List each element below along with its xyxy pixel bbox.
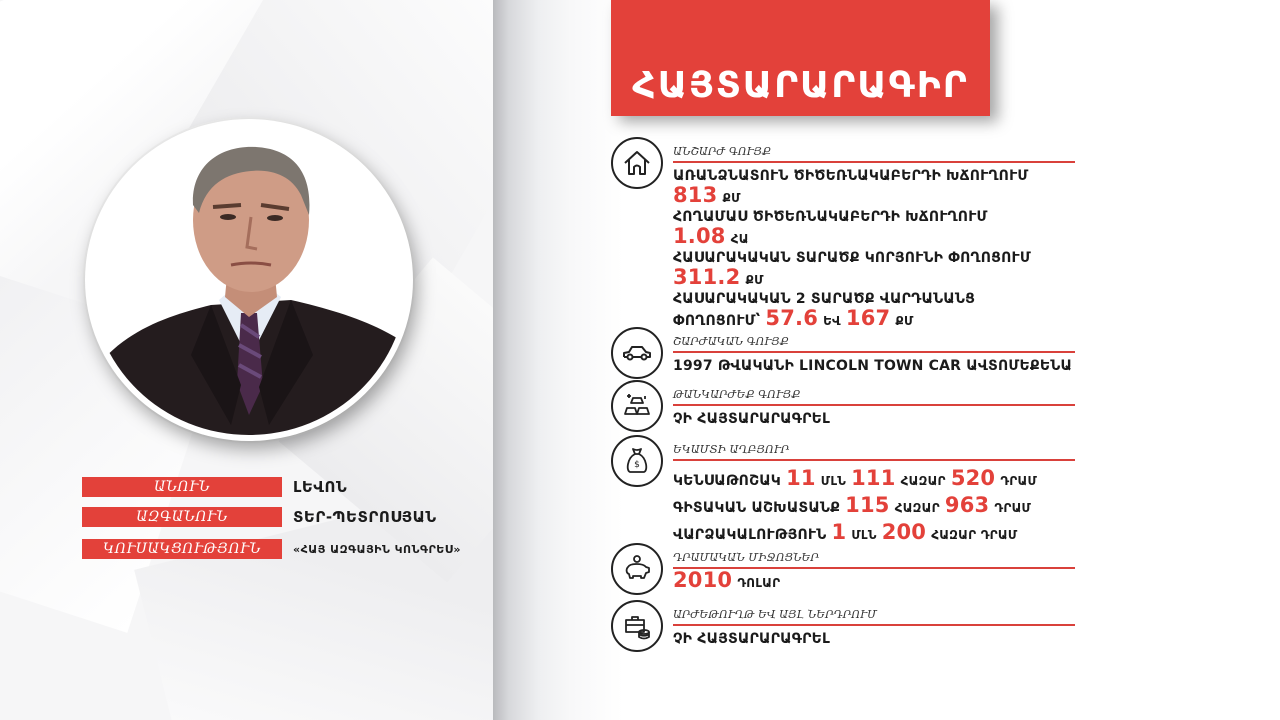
amount: 963 <box>944 493 990 517</box>
gold-bars-icon <box>611 380 663 432</box>
income-source: ՎԱՐՁԱԿԱԼՈՒԹՅՈՒՆ <box>673 527 827 543</box>
piggy-bank-icon <box>611 543 663 595</box>
item-value-line <box>673 265 1093 290</box>
section-income <box>611 435 1081 545</box>
portrait-image <box>91 125 407 435</box>
item-unit: ՔՄ <box>722 191 741 205</box>
income-source: ԳԻՏԱԿԱՆ ԱՇԽԱՏԱՆՔ <box>673 500 841 516</box>
item-value: 57.6 <box>765 306 819 330</box>
house-icon <box>611 137 663 189</box>
profile-panel <box>0 0 493 720</box>
amount: 11 <box>786 466 816 490</box>
section-body <box>673 568 1093 593</box>
income-line <box>673 466 1093 493</box>
item-value-2: 167 <box>845 306 891 330</box>
section-body <box>673 410 1093 429</box>
money-bag-icon <box>611 435 663 487</box>
amount-unit: ՀԱԶԱՐ <box>900 474 946 488</box>
section-cash <box>611 543 1081 599</box>
section-securities <box>611 600 1081 656</box>
first-name-value: ԼԵՎՈՆ <box>293 478 348 496</box>
cash-line <box>673 568 1093 593</box>
item-text: 1997 ԹՎԱԿԱՆԻ LINCOLN TOWN CAR ԱՎՏՈՄԵՔԵՆԱ <box>673 358 1073 374</box>
section-header: ԹԱՆԿԱՐԺԵՔ ԳՈՒՅՔ <box>673 388 1075 406</box>
section-body <box>673 630 1093 649</box>
amount-unit: ՄԼՆ <box>851 528 877 542</box>
last-name-label: ԱԶԳԱՆՈՒՆ <box>82 507 282 527</box>
party-value: «ՀԱՅ ԱԶԳԱՅԻՆ ԿՈՆԳՐԵՍ» <box>293 542 461 556</box>
section-header: ԴՐԱՄԱԿԱՆ ՄԻՋՈՑՆԵՐ <box>673 551 1075 569</box>
item-text: ՀԱՍԱՐԱԿԱԿԱՆ 2 ՏԱՐԱԾՔ ՎԱՐԴԱՆԱՆՑ <box>673 291 976 307</box>
section-header: ՇԱՐԺԱԿԱՆ ԳՈՒՅՔ <box>673 335 1075 353</box>
item-value: 1.08 <box>673 224 726 248</box>
section-movable-property <box>611 327 1081 381</box>
amount-unit: ՀԱԶԱՐ <box>894 501 940 515</box>
item-text: ՉԻ ՀԱՅՏԱՐԱՐԱԳՐԵԼ <box>673 411 831 427</box>
section-body <box>673 357 1093 376</box>
amount-unit: ԴՐԱՄ <box>994 501 1032 515</box>
page-title: ՀԱՅՏԱՐԱՐԱԳԻՐ <box>632 65 969 106</box>
section-body <box>673 466 1093 547</box>
page-fold-shadow <box>493 0 623 720</box>
info-row-last-name <box>82 507 437 527</box>
title-banner <box>611 0 990 116</box>
item-text: ԱՌԱՆՁՆԱՏՈՒՆ ԾԻԾԵՌՆԱԿԱԲԵՐԴԻ ԽՃՈՒՂՈՒՄ <box>673 168 1029 184</box>
portrait-photo-frame <box>85 119 413 441</box>
cash-currency: ԴՈԼԱՐ <box>737 576 781 590</box>
amount: 1 <box>831 520 847 544</box>
info-row-first-name <box>82 477 347 497</box>
section-body <box>673 167 1093 331</box>
briefcase-coins-icon <box>611 600 663 652</box>
svg-text:$: $ <box>634 460 640 470</box>
car-icon <box>611 327 663 379</box>
income-line <box>673 493 1093 520</box>
amount-unit: ՀԱԶԱՐ ԴՐԱՄ <box>931 528 1018 542</box>
item-text: ՀԱՍԱՐԱԿԱԿԱՆ ՏԱՐԱԾՔ ԿՈՐՅՈՒՆԻ ՓՈՂՈՑՈՒՄ <box>673 250 1031 266</box>
item-text-cont: ՓՈՂՈՑՈՒՄ՝ <box>673 313 761 329</box>
amount: 200 <box>881 520 927 544</box>
item-value: 813 <box>673 183 718 207</box>
amount: 520 <box>950 466 996 490</box>
item-conjunction: ԵՎ <box>823 314 841 328</box>
amount-unit: ՄԼՆ <box>820 474 847 488</box>
item-unit: ՀԱ <box>730 232 749 246</box>
info-row-party <box>82 539 461 559</box>
item-unit: ՔՄ <box>895 314 914 328</box>
item-value: 311.2 <box>673 265 741 289</box>
section-header: ԱՐԺԵԹՈՒՂԹ ԵՎ ԱՅԼ ՆԵՐԴՐՈՒՄ <box>673 608 1075 626</box>
section-valuables <box>611 380 1081 434</box>
cash-amount: 2010 <box>673 568 733 592</box>
income-source: ԿԵՆՍԱԹՈՇԱԿ <box>673 473 781 489</box>
item-text: ՀՈՂԱՄԱՍ ԾԻԾԵՌՆԱԿԱԲԵՐԴԻ ԽՃՈՒՂՈՒՄ <box>673 209 988 225</box>
last-name-value: ՏԵՐ-ՊԵՏՐՈՍՅԱՆ <box>293 508 437 526</box>
item-value-line <box>673 224 1093 249</box>
amount: 111 <box>851 466 896 490</box>
party-label: ԿՈՒՍԱԿՑՈՒԹՅՈՒՆ <box>82 539 282 559</box>
first-name-label: ԱՆՈՒՆ <box>82 477 282 497</box>
item-unit: ՔՄ <box>745 273 764 287</box>
amount: 115 <box>845 493 890 517</box>
section-real-estate <box>611 137 1081 330</box>
item-text: ՉԻ ՀԱՅՏԱՐԱՐԱԳՐԵԼ <box>673 631 831 647</box>
amount-unit: ԴՐԱՄ <box>1000 474 1038 488</box>
section-header: ԱՆՇԱՐԺ ԳՈՒՅՔ <box>673 145 1075 163</box>
item-value-line <box>673 183 1093 208</box>
section-header: ԵԿԱՄՏԻ ԱՂԲՅՈՒՐ <box>673 443 1075 461</box>
portrait-photo <box>91 125 407 435</box>
